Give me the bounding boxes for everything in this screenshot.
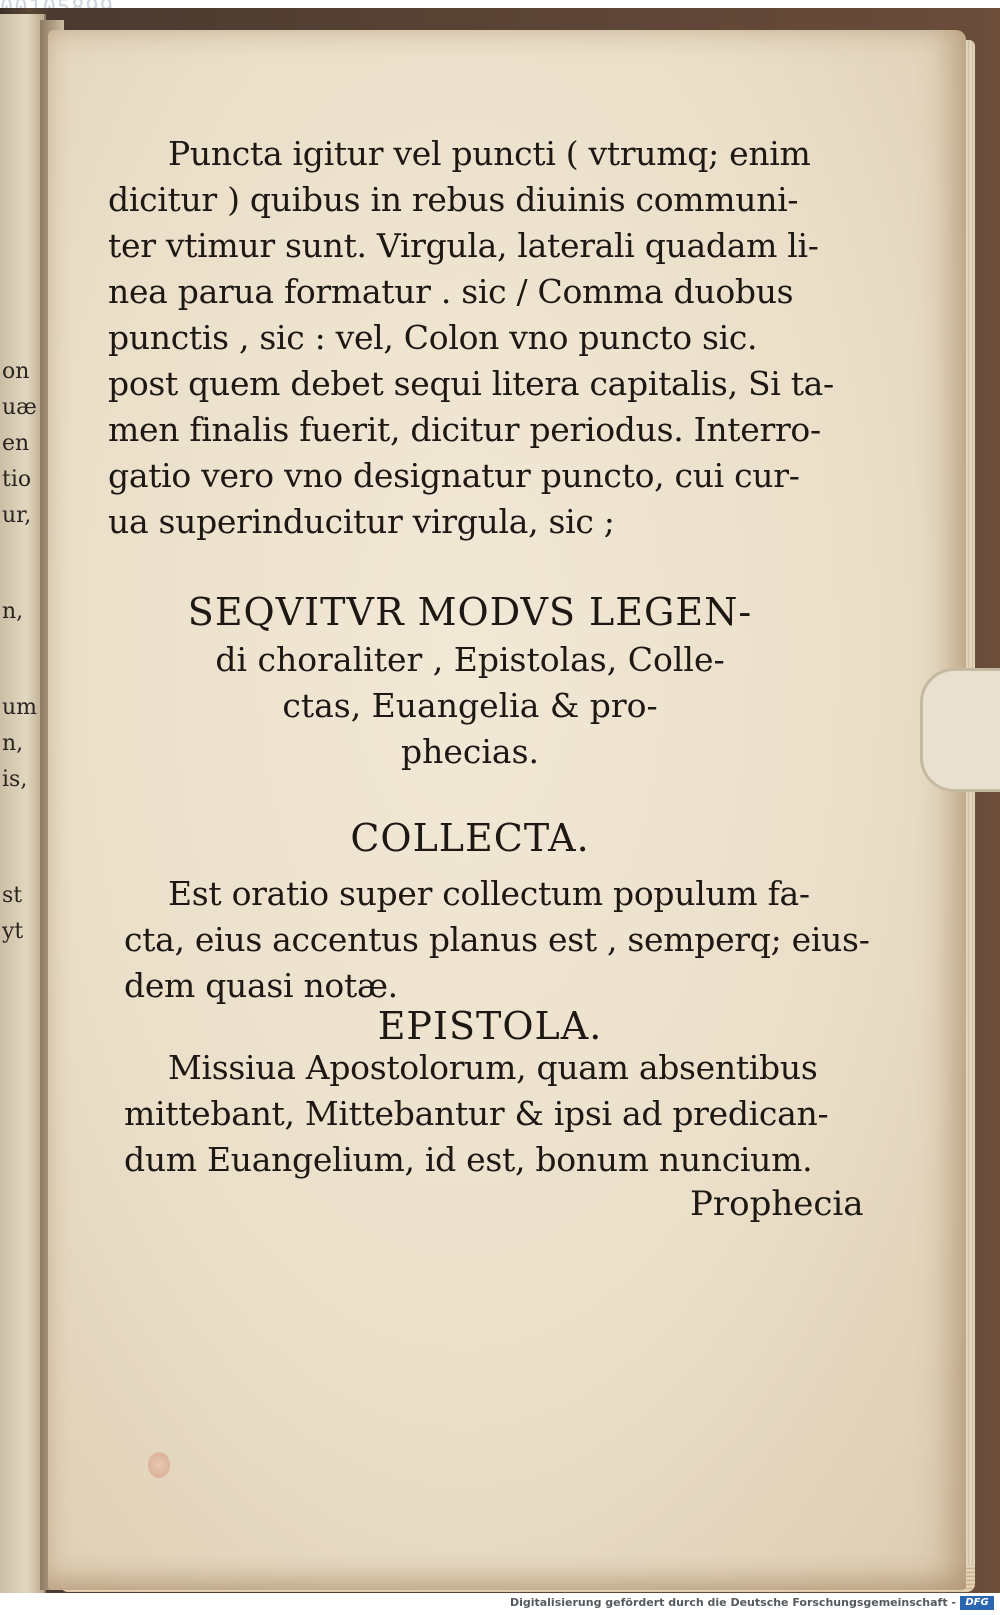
left-page-fragments <box>2 354 42 950</box>
left-fragment: uæ <box>2 395 37 420</box>
digitization-footer <box>0 1593 1000 1615</box>
paragraph-line: dicitur ) quibus in rebus diuinis communi- <box>108 180 799 219</box>
left-fragment: ur, <box>2 503 32 528</box>
dfg-logo: DFG <box>960 1596 994 1610</box>
catchword: Prophecia <box>690 1184 864 1224</box>
paper-stain <box>148 1452 170 1478</box>
section-heading-line: ctas, Euangelia & pro- <box>282 686 658 725</box>
left-fragment: tio <box>2 467 32 492</box>
collecta-line: cta, eius accentus planus est , semperq; eius- <box>124 920 870 959</box>
epistola-heading: EPISTOLA. <box>377 1004 603 1048</box>
left-fragment <box>2 534 42 594</box>
left-fragment <box>2 798 42 878</box>
footer-credit: Digitalisierung gefördert durch die Deutsche Forschungsgemeinschaft - <box>509 1596 956 1609</box>
epistola-line: mittebant, Mittebantur & ipsi ad predican- <box>124 1094 829 1133</box>
epistola-line: Missiua Apostolorum, quam absentibus <box>168 1048 818 1087</box>
left-fragment: on <box>2 359 30 384</box>
paragraph-line: nea parua formatur . sic / Comma duobus <box>108 272 794 311</box>
left-fragment: is, <box>2 767 28 792</box>
show-through <box>540 545 550 580</box>
epistola-line: dum Euangelium, id est, bonum nuncium. <box>124 1140 813 1179</box>
section-heading-line: phecias. <box>400 732 540 771</box>
paragraph-line: post quem debet sequi litera capitalis, Si ta- <box>108 364 834 403</box>
left-fragment <box>2 630 42 690</box>
section-heading: SEQVITVR MODVS LEGEN- <box>187 590 753 634</box>
left-fragment: yt <box>2 919 24 944</box>
paragraph-line: ter vtimur sunt. Virgula, laterali quadam li- <box>108 226 819 265</box>
paragraph-line: gatio vero vno designatur puncto, cui cur- <box>108 456 800 495</box>
left-fragment: en <box>2 431 30 456</box>
left-fragment: st <box>2 883 23 908</box>
section-heading-line: di choraliter , Epistolas, Colle- <box>215 640 725 679</box>
left-fragment: n, <box>2 599 24 624</box>
paragraph-line: Puncta igitur vel puncti ( vtrumq; enim <box>168 134 811 173</box>
left-fragment: um <box>2 695 38 720</box>
left-fragment: n, <box>2 731 24 756</box>
collecta-heading: COLLECTA. <box>350 816 590 860</box>
collecta-line: dem quasi notæ. <box>124 966 398 1005</box>
paragraph-line: punctis , sic : vel, Colon vno puncto sic. <box>108 318 758 357</box>
book-clasp <box>920 668 1000 792</box>
collecta-line: Est oratio super collectum populum fa- <box>168 874 810 913</box>
paragraph-line: ua superinducitur virgula, sic ; <box>108 502 615 541</box>
paragraph-line: men finalis fuerit, dicitur periodus. Interro- <box>108 410 821 449</box>
